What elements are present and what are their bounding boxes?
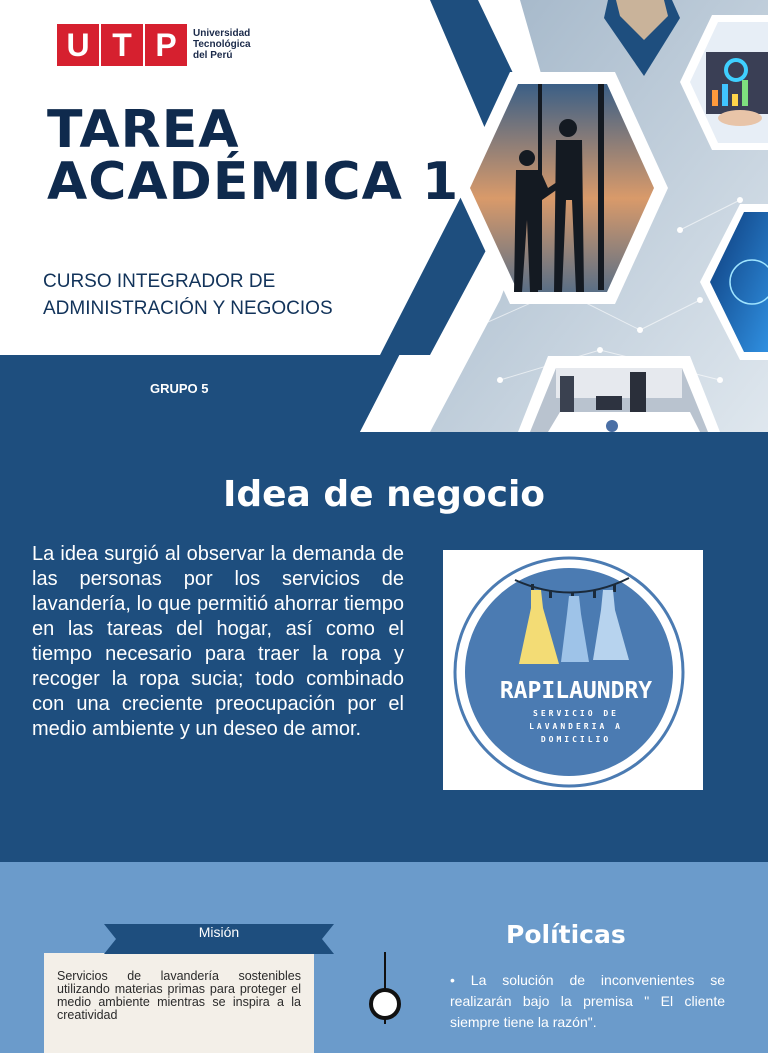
university-name-line-2: Tecnológica (193, 39, 251, 50)
rapilaundry-logo (443, 550, 703, 790)
mission-label: Misión (198, 924, 240, 940)
timeline-dot-icon (371, 990, 399, 1018)
timeline-connector (365, 952, 405, 1024)
group-label: GRUPO 5 (150, 381, 209, 396)
logo-letter-t: T (101, 24, 143, 66)
cover-banner (0, 0, 768, 432)
rapilaundry-logo-card (443, 550, 703, 790)
logo-brand-name: RAPILAUNDRY (499, 678, 653, 704)
business-idea-text: La idea surgió al observar la demanda de las personas por los servicios de lavandería, lo que permitió ahorrar tiempo en las tareas del hogar, así como el tiempo necesario para traer la ropa y recoger la ropa sucia; todo combinado con una creciente preocupación por el medio ambiente y un deseo de amor. (32, 543, 404, 740)
logo-letter-p: P (145, 24, 187, 66)
page-title (47, 100, 460, 212)
mission-text: Servicios de lavandería sostenibles utilizando materias primas para proteger el medio ambiente mientras se inspira a la creatividad (57, 969, 301, 1022)
title-line-1: TAREA (47, 100, 240, 160)
university-name-line-3: del Perú (193, 50, 233, 61)
logo-tagline-3: DOMICILIO (540, 735, 612, 744)
logo-tagline-1: SERVICIO DE (533, 709, 619, 718)
course-name (43, 268, 333, 322)
university-name-line-1: Universidad (193, 28, 251, 39)
business-idea-section (0, 432, 768, 862)
policies-heading: Políticas (506, 920, 626, 949)
course-line-1: CURSO INTEGRADOR DE (43, 271, 276, 292)
policy-item: • La solución de inconvenientes se realizarán bajo la premisa " El cliente siempre tiene la razón". (450, 972, 725, 1030)
course-line-2: ADMINISTRACIÓN Y NEGOCIOS (43, 298, 333, 319)
policy-item-text: La solución de inconvenientes se realizarán bajo la premisa " El cliente siempre tiene la razón". (450, 972, 725, 1030)
title-line-2: ACADÉMICA 1 (47, 152, 460, 212)
logo-letter-u: U (57, 24, 99, 66)
logo-tagline-2: LAVANDERIA A (529, 722, 623, 731)
mission-policies-section (0, 862, 768, 1030)
business-idea-heading: Idea de negocio (222, 474, 546, 515)
university-name (193, 28, 251, 61)
